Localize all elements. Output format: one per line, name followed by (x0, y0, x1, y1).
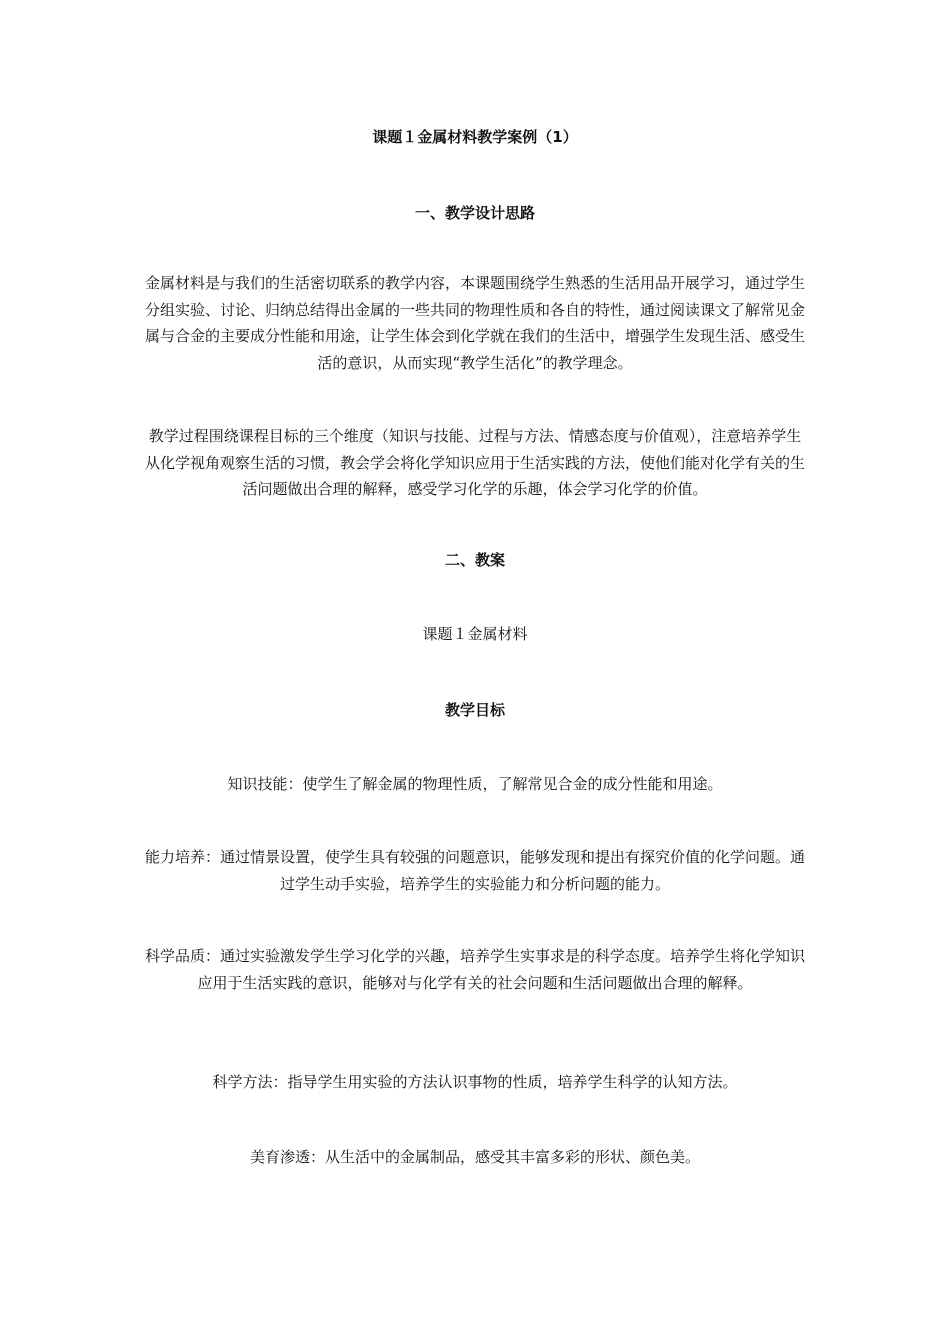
lesson-title: 课题１金属材料 (422, 625, 528, 643)
section-heading-lesson-plan: 二、教案 (444, 551, 505, 569)
section-heading-design: 一、教学设计思路 (414, 204, 535, 222)
objective-ability: 能力培养：通过情景设置，使学生具有较强的问题意识，能够发现和提出有探究价值的化学问题。通过学生动手实验，培养学生的实验能力和分析问题的能力。 (144, 848, 805, 893)
objectives-heading: 教学目标 (444, 701, 505, 719)
document-title: 课题１金属材料教学案例（1） (372, 128, 578, 146)
design-paragraph-2: 教学过程围绕课程目标的三个维度（知识与技能、过程与方法、情感态度与价值观），注意培养学生从化学视角观察生活的习惯，教会学会将化学知识应用于生活实践的方法，使他们能对化学有关的生活问题做出合理的解释，感受学习化学的乐趣，体会学习化学的价值。 (144, 427, 805, 498)
design-paragraph-1: 金属材料是与我们的生活密切联系的教学内容，本课题围绕学生熟悉的生活用品开展学习，通过学生分组实验、讨论、归纳总结得出金属的一些共同的物理性质和各自的特性，通过阅读课文了解常见金属与合金的主要成分性能和用途，让学生体会到化学就在我们的生活中，增强学生发现生活、感受生活的意识，从而实现“教学生活化”的教学理念。 (144, 274, 805, 372)
objective-knowledge: 知识技能：使学生了解金属的物理性质，了解常见合金的成分性能和用途。 (227, 775, 723, 793)
objective-quality: 科学品质：通过实验激发学生学习化学的兴趣，培养学生实事求是的科学态度。培养学生将化学知识应用于生活实践的意识，能够对与化学有关的社会问题和生活问题做出合理的解释。 (144, 947, 805, 992)
objective-method: 科学方法：指导学生用实验的方法认识事物的性质，培养学生科学的认知方法。 (212, 1073, 738, 1091)
objective-aesthetics: 美育渗透：从生活中的金属制品，感受其丰富多彩的形状、颜色美。 (249, 1148, 700, 1166)
